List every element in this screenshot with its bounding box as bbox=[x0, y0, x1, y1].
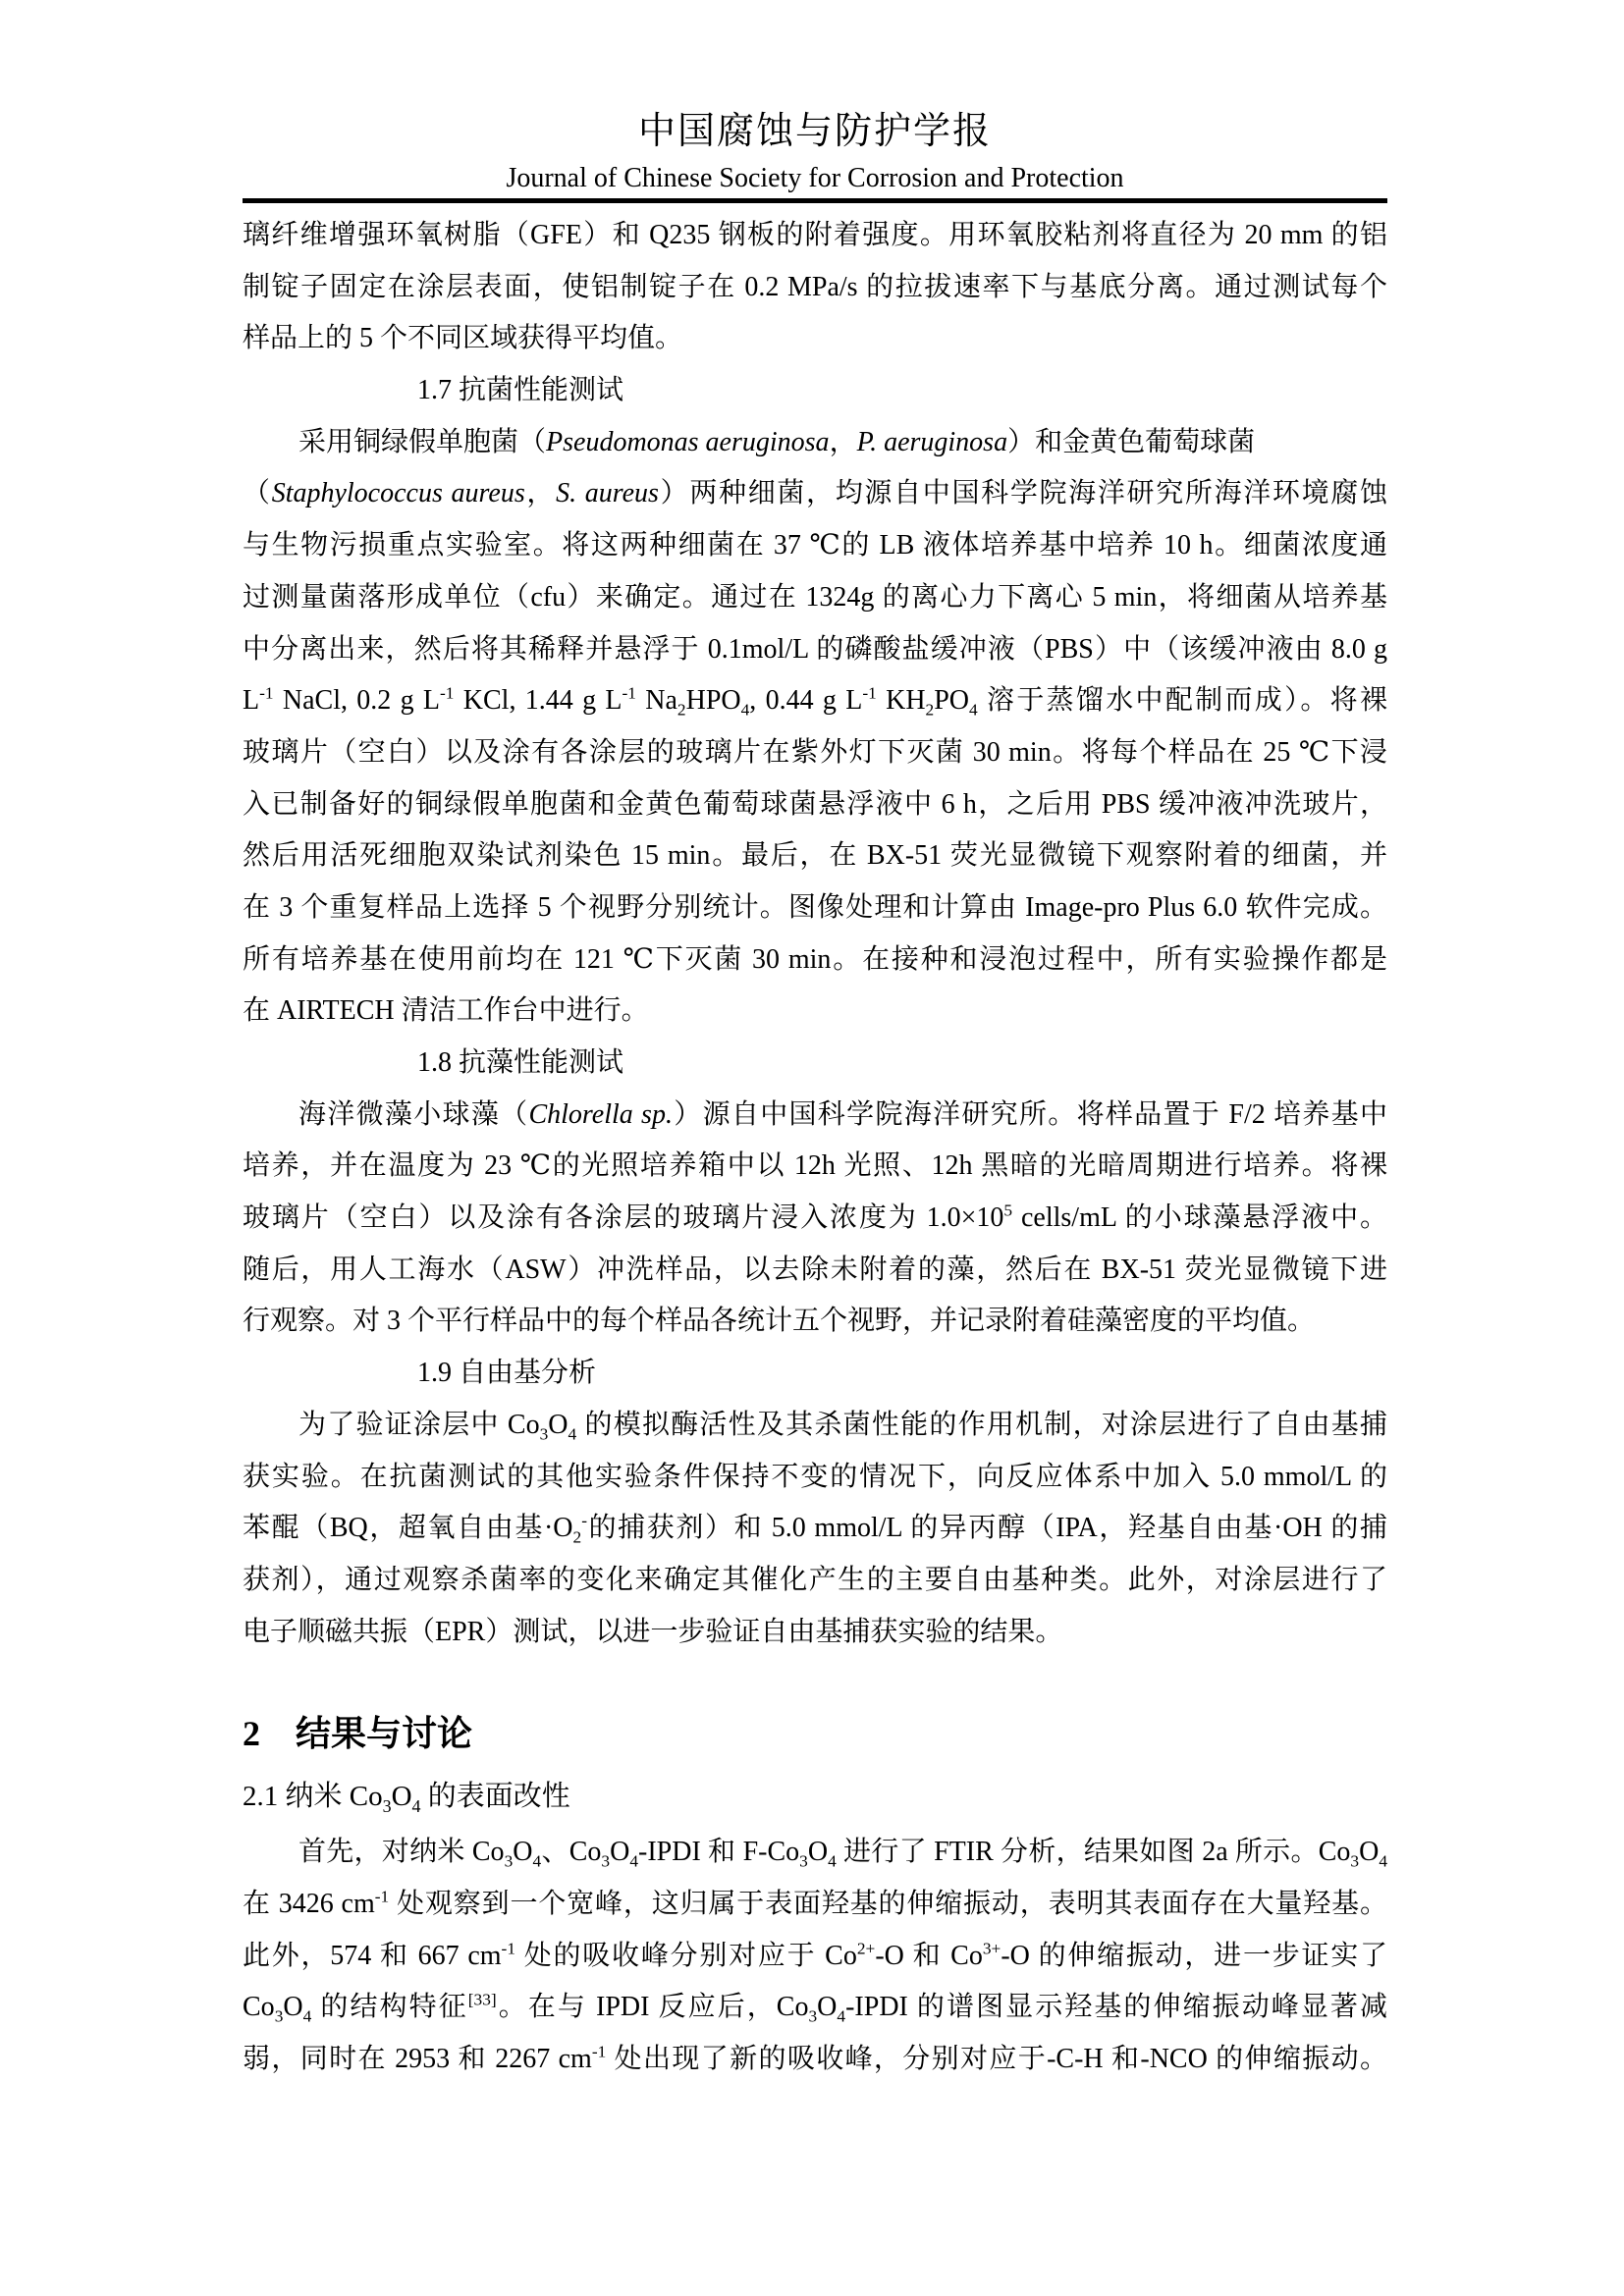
text-line: 中分离出来，然后将其稀释并悬浮于 0.1mol/L 的磷酸盐缓冲液（PBS）中（该缓冲液由 8.0 g bbox=[243, 633, 1387, 665]
subsection-heading: 2.1 纳米 $Co_3O_4$ 的表面改性 bbox=[243, 1781, 570, 1817]
text-line: 然后用活死细胞双染试剂染色 15 min。最后，在 BX-51 荧光显微镜下观察附着的细菌，并 bbox=[243, 840, 1387, 872]
text-line: 璃纤维增强环氧树脂（GFE）和 Q235 钢板的附着强度。用环氧胶粘剂将直径为 20 mm 的铝 bbox=[243, 220, 1387, 250]
text-line: 玻璃片（空白）以及涂有各涂层的玻璃片浸入浓度为 $1.0\times 10^5$ cells/mL 的小球藻悬浮液中。 bbox=[243, 1201, 1387, 1234]
text-line: 随后，用人工海水（ASW）冲洗样品，以去除未附着的藻，然后在 BX-51 荧光显微镜下进 bbox=[243, 1254, 1387, 1285]
text-line: 所有培养基在使用前均在 121 ℃下灭菌 30 min。在接种和浸泡过程中，所有实验操作都是 bbox=[243, 943, 1387, 975]
section-heading: 2 结果与讨论 bbox=[243, 1714, 473, 1754]
text-line: $L^{-1}$ NaCl, 0.2 g $L^{-1}$ KCl, 1.44 g $L^{-1}$ $Na_2HPO_4$, 0.44 g $L^{-1}$ $KH_2PO_4$ 溶于蒸馏水中配制而成）。将裸 bbox=[243, 683, 1387, 720]
text-line: 获剂），通过观察杀菌率的变化来确定其催化产生的主要自由基种类。此外，对涂层进行了 bbox=[243, 1564, 1387, 1595]
text-line: 海洋微藻小球藻（Chlorella sp.）源自中国科学院海洋研究所。将样品置于 F/2 培养基中 bbox=[298, 1098, 1387, 1130]
subsection-heading: 1.7 抗菌性能测试 bbox=[417, 375, 624, 406]
subsection-heading: 1.8 抗藻性能测试 bbox=[417, 1047, 624, 1078]
text-line: 采用铜绿假单胞菌（Pseudomonas aeruginosa，P. aeruginosa）和金黄色葡萄球菌 bbox=[298, 426, 1256, 457]
text-line: 在 AIRTECH 清洁工作台中进行。 bbox=[243, 995, 649, 1027]
text-line: 首先，对纳米 $Co_3O_4$、$Co_3O_4$-IPDI 和 $F-Co_3O_4$ 进行了 FTIR 分析，结果如图 2a 所示。$Co_3O_4$ bbox=[298, 1837, 1387, 1871]
subsection-heading: 1.9 自由基分析 bbox=[417, 1358, 597, 1389]
text-line: 样品上的 5 个不同区域获得平均值。 bbox=[243, 323, 683, 354]
text-line: 此外，574 和 667 $cm^{-1}$ 处的吸收峰分别对应于 $Co^{2+}-O$ 和 $Co^{3+}-O$ 的伸缩振动，进一步证实了 bbox=[243, 1939, 1387, 1971]
text-line: 电子顺磁共振（EPR）测试，以进一步验证自由基捕获实验的结果。 bbox=[243, 1616, 1063, 1647]
header-divider bbox=[243, 198, 1387, 203]
text-line: 获实验。在抗菌测试的其他实验条件保持不变的情况下，向反应体系中加入 5.0 mmol/L 的 bbox=[243, 1461, 1387, 1492]
text-line: 入已制备好的铜绿假单胞菌和金黄色葡萄球菌悬浮液中 6 h，之后用 PBS 缓冲液冲洗玻片， bbox=[243, 788, 1387, 820]
text-line: 玻璃片（空白）以及涂有各涂层的玻璃片在紫外灯下灭菌 30 min。将每个样品在 25 ℃下浸 bbox=[243, 736, 1387, 768]
journal-title-en: Journal of Chinese Society for Corrosion and Protection bbox=[506, 163, 1124, 193]
text-line: 制锭子固定在涂层表面，使铝制锭子在 0.2 MPa/s 的拉拔速率下与基底分离。通过测试每个 bbox=[243, 271, 1387, 302]
text-line: 苯醌（BQ，超氧自由基$\cdot O_2^-$的捕获剂）和 5.0 mmol/L 的异丙醇（IPA，羟基自由基·OH 的捕 bbox=[243, 1511, 1387, 1547]
text-line: $Co_3O_4$ 的结构特征[33]。在与 IPDI 反应后，$Co_3O_4$-IPDI 的谱图显示羟基的伸缩振动峰显著减 bbox=[243, 1990, 1387, 2026]
text-line: 培养，并在温度为 23 ℃的光照培养箱中以 12h 光照、12h 黑暗的光暗周期进行培养。将裸 bbox=[243, 1150, 1387, 1182]
journal-title-cn: 中国腐蚀与防护学报 bbox=[637, 111, 992, 152]
text-line: 行观察。对 3 个平行样品中的每个样品各统计五个视野，并记录附着硅藻密度的平均值。 bbox=[243, 1306, 1316, 1337]
text-line: 在 3 个重复样品上选择 5 个视野分别统计。图像处理和计算由 Image-pro Plus 6.0 软件完成。 bbox=[243, 891, 1387, 923]
text-line: 在 3426 $cm^{-1}$ 处观察到一个宽峰，这归属于表面羟基的伸缩振动，表明其表面存在大量羟基。 bbox=[243, 1887, 1387, 1919]
text-line: 过测量菌落形成单位（cfu）来确定。通过在 1324g 的离心力下离心 5 min，将细菌从培养基 bbox=[243, 581, 1387, 613]
document-body bbox=[243, 210, 1387, 2086]
text-line: 为了验证涂层中 $Co_3O_4$ 的模拟酶活性及其杀菌性能的作用机制，对涂层进行了自由基捕 bbox=[298, 1409, 1387, 1444]
text-line: 与生物污损重点实验室。将这两种细菌在 37 ℃的 LB 液体培养基中培养 10 h。细菌浓度通 bbox=[243, 530, 1387, 561]
text-line: （Staphylococcus aureus，S. aureus）两种细菌，均源自中国科学院海洋研究所海洋环境腐蚀 bbox=[243, 478, 1387, 509]
text-line: 弱，同时在 2953 和 2267 $cm^{-1}$ 处出现了新的吸收峰，分别对应于-C-H 和-NCO 的伸缩振动。 bbox=[243, 2042, 1387, 2074]
